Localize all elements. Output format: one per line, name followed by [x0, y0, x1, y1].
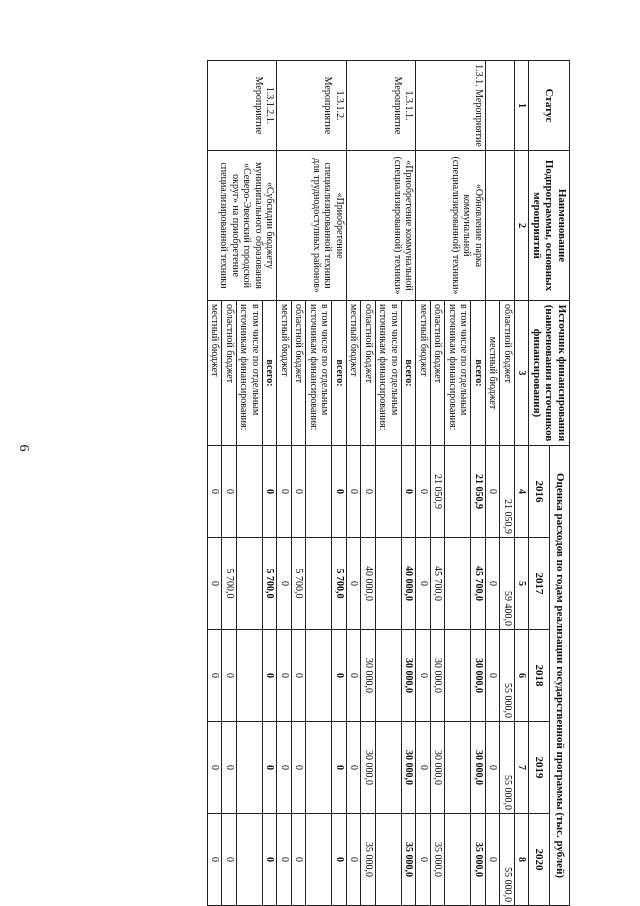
- total-value-cell: 35 000,0: [471, 814, 486, 906]
- status-cell: 1.3.1. Мероприятие: [416, 61, 486, 151]
- value-cell: 40 000,0: [361, 538, 376, 630]
- empty-cell: [375, 722, 401, 814]
- source-cell: областной бюджет: [500, 301, 515, 446]
- value-cell: 0: [222, 446, 237, 538]
- value-cell: 0: [207, 814, 222, 906]
- value-cell: 0: [277, 722, 292, 814]
- value-cell: 0: [222, 814, 237, 906]
- empty-cell: [445, 446, 471, 538]
- total-value-cell: 40 000,0: [401, 538, 416, 630]
- empty-cell: [375, 630, 401, 722]
- source-cell: местный бюджет: [416, 301, 431, 446]
- index-row: [514, 61, 529, 906]
- total-value-cell: 0: [262, 814, 277, 906]
- incl-label-cell: в том числе по отдельным источникам финансирования:: [306, 301, 332, 446]
- index-cell: 8: [514, 814, 529, 906]
- table-row: [262, 61, 277, 906]
- total-value-cell: 30 000,0: [401, 630, 416, 722]
- value-cell: 55 000,0: [500, 630, 515, 722]
- header-row: [549, 61, 569, 906]
- value-cell: 0: [346, 814, 361, 906]
- value-cell: 0: [416, 446, 431, 538]
- index-cell: 7: [514, 722, 529, 814]
- value-cell: 0: [346, 538, 361, 630]
- empty-cell: [306, 630, 332, 722]
- empty-cell: [306, 538, 332, 630]
- value-cell: 30 000,0: [361, 630, 376, 722]
- total-value-cell: 30 000,0: [401, 722, 416, 814]
- empty-cell: [236, 446, 262, 538]
- year-header: 2017: [529, 538, 549, 630]
- value-cell: 5 700,0: [222, 538, 237, 630]
- name-header: Наименование Подпрограммы, основных мероприятий: [529, 151, 570, 301]
- value-cell: 55 000,0: [500, 814, 515, 906]
- value-cell: 0: [485, 446, 500, 538]
- value-cell: 0: [485, 722, 500, 814]
- value-cell: 0: [277, 630, 292, 722]
- total-value-cell: 0: [332, 446, 347, 538]
- value-cell: 0: [207, 446, 222, 538]
- empty-cell: [375, 538, 401, 630]
- source-cell: областной бюджет: [291, 301, 306, 446]
- total-value-cell: 30 000,0: [471, 722, 486, 814]
- value-cell: 21 050,9: [500, 446, 515, 538]
- value-cell: 0: [207, 722, 222, 814]
- source-cell: местный бюджет: [485, 301, 500, 446]
- value-cell: 55 000,0: [500, 722, 515, 814]
- index-cell: 3: [514, 301, 529, 446]
- total-value-cell: 5 700,0: [262, 538, 277, 630]
- total-value-cell: 21 050,9: [471, 446, 486, 538]
- status-cell: 1.3.1.2. Мероприятие: [277, 61, 347, 151]
- total-value-cell: 0: [332, 814, 347, 906]
- estimate-header: Оценка расходов по годам реализации государственной программы (тыс. рублей): [549, 446, 569, 906]
- empty-cell: [445, 538, 471, 630]
- value-cell: 0: [416, 630, 431, 722]
- value-cell: 0: [416, 814, 431, 906]
- status-cell: 1.3.1.2.1. Мероприятие: [207, 61, 277, 151]
- value-cell: 0: [277, 538, 292, 630]
- table-row: [332, 61, 347, 906]
- incl-label-cell: в том числе по отдельным источникам финансирования:: [236, 301, 262, 446]
- empty-cell: [445, 814, 471, 906]
- total-value-cell: 30 000,0: [471, 630, 486, 722]
- budget-table: [207, 60, 570, 906]
- page-number: 6: [16, 444, 31, 452]
- value-cell: 0: [222, 630, 237, 722]
- event-name-cell: «Приобретение специализированной техники для труднодоступных районов»: [277, 151, 347, 301]
- total-value-cell: 45 700,0: [471, 538, 486, 630]
- value-cell: 0: [346, 722, 361, 814]
- total-value-cell: 0: [332, 630, 347, 722]
- table-row: [471, 61, 486, 906]
- empty-cell: [445, 630, 471, 722]
- total-value-cell: 0: [262, 630, 277, 722]
- empty-cell: [375, 446, 401, 538]
- value-cell: 0: [416, 722, 431, 814]
- value-cell: 0: [222, 722, 237, 814]
- empty-cell: [306, 446, 332, 538]
- source-cell: областной бюджет: [361, 301, 376, 446]
- empty-cell: [306, 814, 332, 906]
- value-cell: 35 000,0: [430, 814, 445, 906]
- total-value-cell: 0: [401, 446, 416, 538]
- value-cell: 35 000,0: [361, 814, 376, 906]
- index-cell: 2: [514, 151, 529, 301]
- status-cell-empty: [485, 61, 514, 151]
- empty-cell: [445, 722, 471, 814]
- source-cell: местный бюджет: [277, 301, 292, 446]
- index-cell: 5: [514, 538, 529, 630]
- value-cell: 0: [361, 446, 376, 538]
- status-header: Статус: [529, 61, 570, 151]
- value-cell: 0: [207, 538, 222, 630]
- status-cell: 1.3.1.1. Мероприятие: [346, 61, 416, 151]
- value-cell: 21 050,9: [430, 446, 445, 538]
- value-cell: 0: [291, 446, 306, 538]
- rotated-table-area: [72, 60, 570, 905]
- value-cell: 5 700,0: [291, 538, 306, 630]
- year-header: 2016: [529, 446, 549, 538]
- value-cell: 0: [485, 630, 500, 722]
- empty-cell: [236, 630, 262, 722]
- year-header: 2020: [529, 814, 549, 906]
- empty-cell: [306, 722, 332, 814]
- year-header: 2018: [529, 630, 549, 722]
- index-cell: 4: [514, 446, 529, 538]
- empty-cell: [236, 538, 262, 630]
- total-value-cell: 0: [262, 446, 277, 538]
- index-cell: 6: [514, 630, 529, 722]
- source-cell: областной бюджет: [430, 301, 445, 446]
- total-label-cell: всего:: [332, 301, 347, 446]
- source-header: Источник финансирования (наименования источников финансирования): [529, 301, 570, 446]
- value-cell: 30 000,0: [430, 722, 445, 814]
- total-value-cell: 5 700,0: [332, 538, 347, 630]
- total-label-cell: всего:: [471, 301, 486, 446]
- value-cell: 45 700,0: [430, 538, 445, 630]
- event-name-cell: «Приобретение коммунальной (специализированной) техники»: [346, 151, 416, 301]
- total-label-cell: всего:: [401, 301, 416, 446]
- year-header: 2019: [529, 722, 549, 814]
- value-cell: 0: [277, 446, 292, 538]
- value-cell: 0: [416, 538, 431, 630]
- index-cell: 1: [514, 61, 529, 151]
- incl-label-cell: в том числе по отдельным источникам финансирования:: [445, 301, 471, 446]
- value-cell: 0: [291, 722, 306, 814]
- name-cell-empty: [485, 151, 514, 301]
- value-cell: 30 000,0: [361, 722, 376, 814]
- empty-cell: [375, 814, 401, 906]
- total-value-cell: 35 000,0: [401, 814, 416, 906]
- source-cell: местный бюджет: [346, 301, 361, 446]
- empty-cell: [236, 722, 262, 814]
- empty-cell: [236, 814, 262, 906]
- value-cell: 0: [207, 630, 222, 722]
- total-value-cell: 0: [332, 722, 347, 814]
- table-row: [500, 61, 515, 906]
- value-cell: 0: [346, 630, 361, 722]
- source-cell: местный бюджет: [207, 301, 222, 446]
- total-label-cell: всего:: [262, 301, 277, 446]
- value-cell: 0: [485, 538, 500, 630]
- total-value-cell: 0: [262, 722, 277, 814]
- source-cell: областной бюджет: [222, 301, 237, 446]
- incl-label-cell: в том числе по отдельным источникам финансирования:: [375, 301, 401, 446]
- value-cell: 0: [485, 814, 500, 906]
- value-cell: 0: [346, 446, 361, 538]
- event-name-cell: «Обновление парка коммунальной (специализированной) техники»: [416, 151, 486, 301]
- value-cell: 0: [291, 630, 306, 722]
- value-cell: 0: [291, 814, 306, 906]
- table-row: [401, 61, 416, 906]
- value-cell: 59 400,0: [500, 538, 515, 630]
- value-cell: 30 000,0: [430, 630, 445, 722]
- value-cell: 0: [277, 814, 292, 906]
- event-name-cell: «Субсидии бюджету муниципального образования «Северо-Эвенский городской округ» на приобретение специализированной техники: [207, 151, 277, 301]
